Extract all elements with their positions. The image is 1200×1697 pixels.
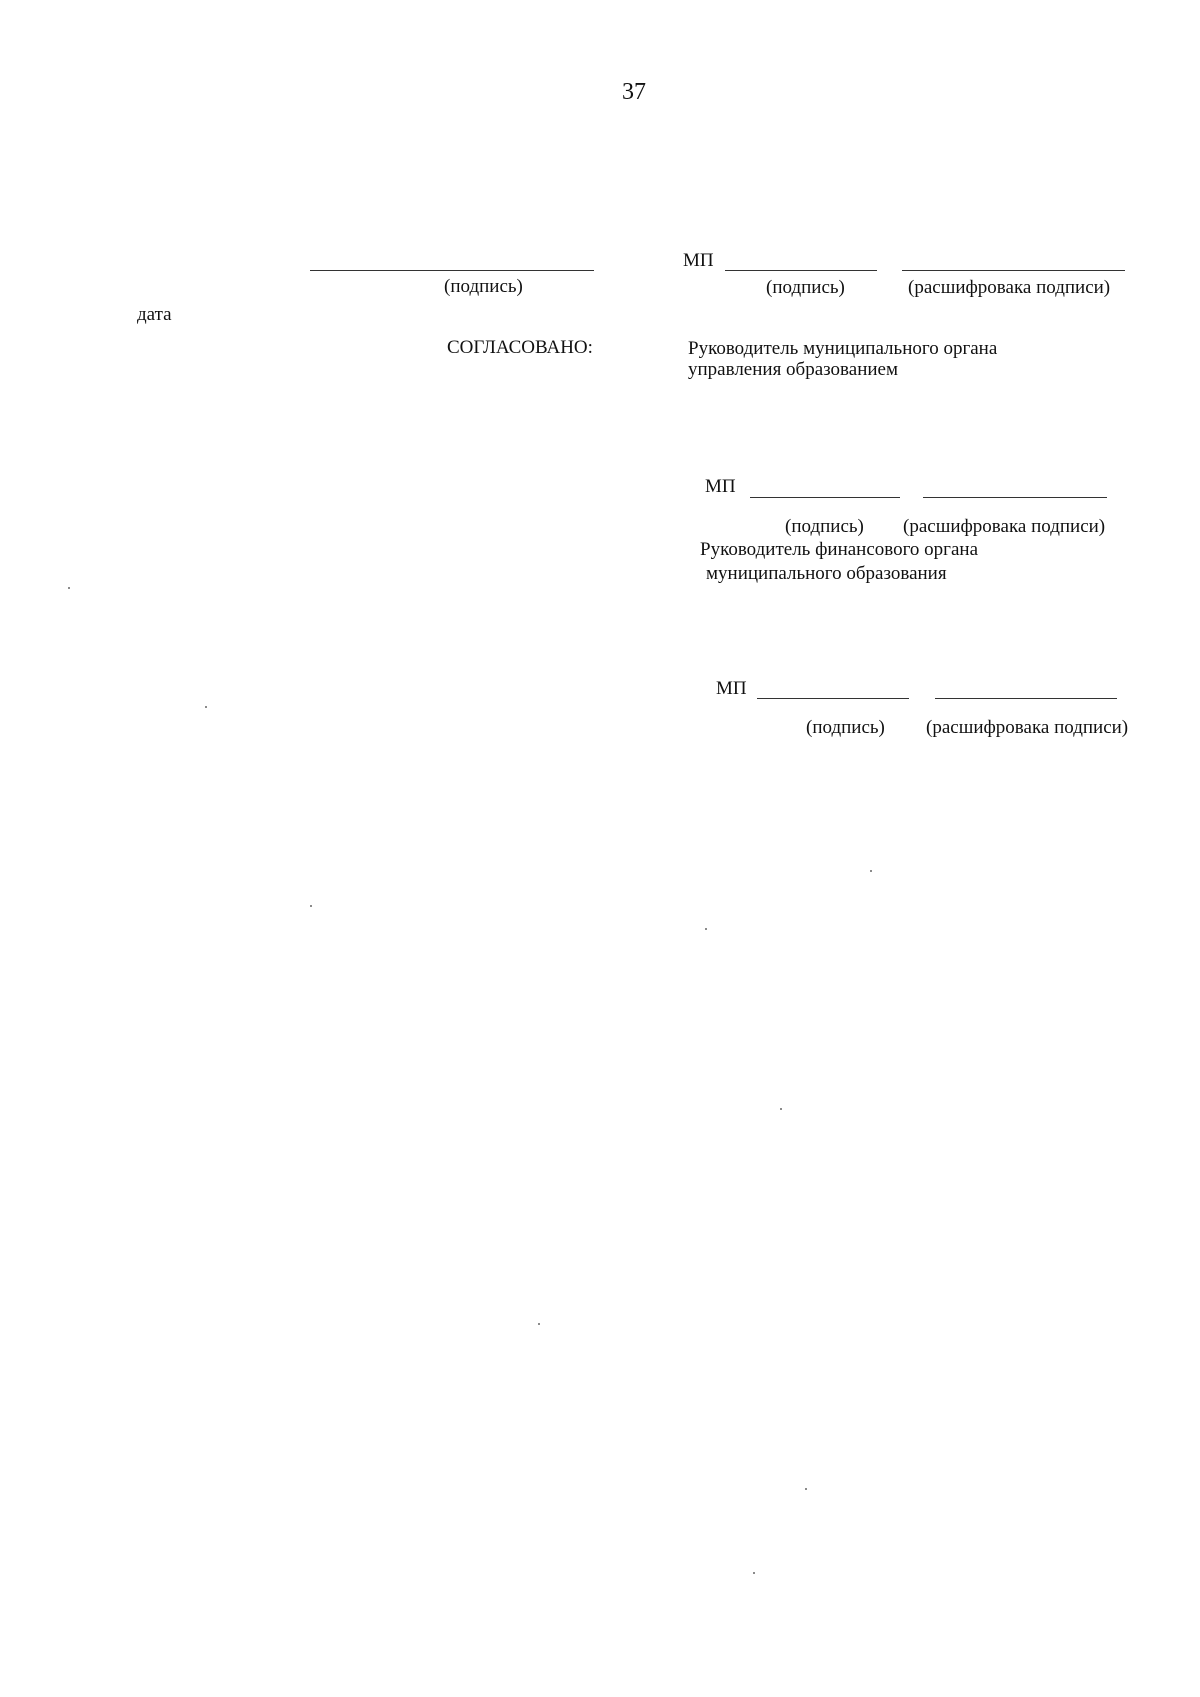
page-number: 37 [622,79,646,105]
mp-label-education: МП [705,476,736,497]
education-decoding-line [923,497,1107,498]
scan-speck [780,1108,782,1110]
left-signature-line [310,270,594,271]
education-signature-line [750,497,900,498]
signature-caption-finance: (подпись) [806,717,885,738]
scan-speck [538,1323,540,1325]
decoding-caption-top: (расшифровака подписи) [908,277,1111,298]
scan-speck [310,905,312,907]
mp-label-finance: МП [716,678,747,699]
scan-speck [705,928,707,930]
education-head-title-line1: Руководитель муниципального органа [688,338,998,359]
education-head-title-line2: управления образованием [688,359,899,380]
date-label: дата [137,304,172,325]
mp-signature-line-top [725,270,877,271]
scan-speck [753,1572,755,1574]
left-signature-caption: (подпись) [444,276,523,297]
approval-label: СОГЛАСОВАНО: [447,337,593,358]
finance-head-title-line1: Руководитель финансового органа [700,539,979,560]
mp-decoding-line-top [902,270,1125,271]
scan-speck [68,587,70,589]
finance-decoding-line [935,698,1117,699]
decoding-caption-education: (расшифровака подписи) [903,516,1106,537]
finance-signature-line [757,698,909,699]
signature-caption-education: (подпись) [785,516,864,537]
scan-speck [205,706,207,708]
finance-head-title-line2: муниципального образования [706,563,947,584]
signature-caption-top: (подпись) [766,277,845,298]
decoding-caption-finance: (расшифровака подписи) [926,717,1129,738]
scan-speck [805,1488,807,1490]
scan-speck [870,870,872,872]
mp-label-top: МП [683,250,714,271]
